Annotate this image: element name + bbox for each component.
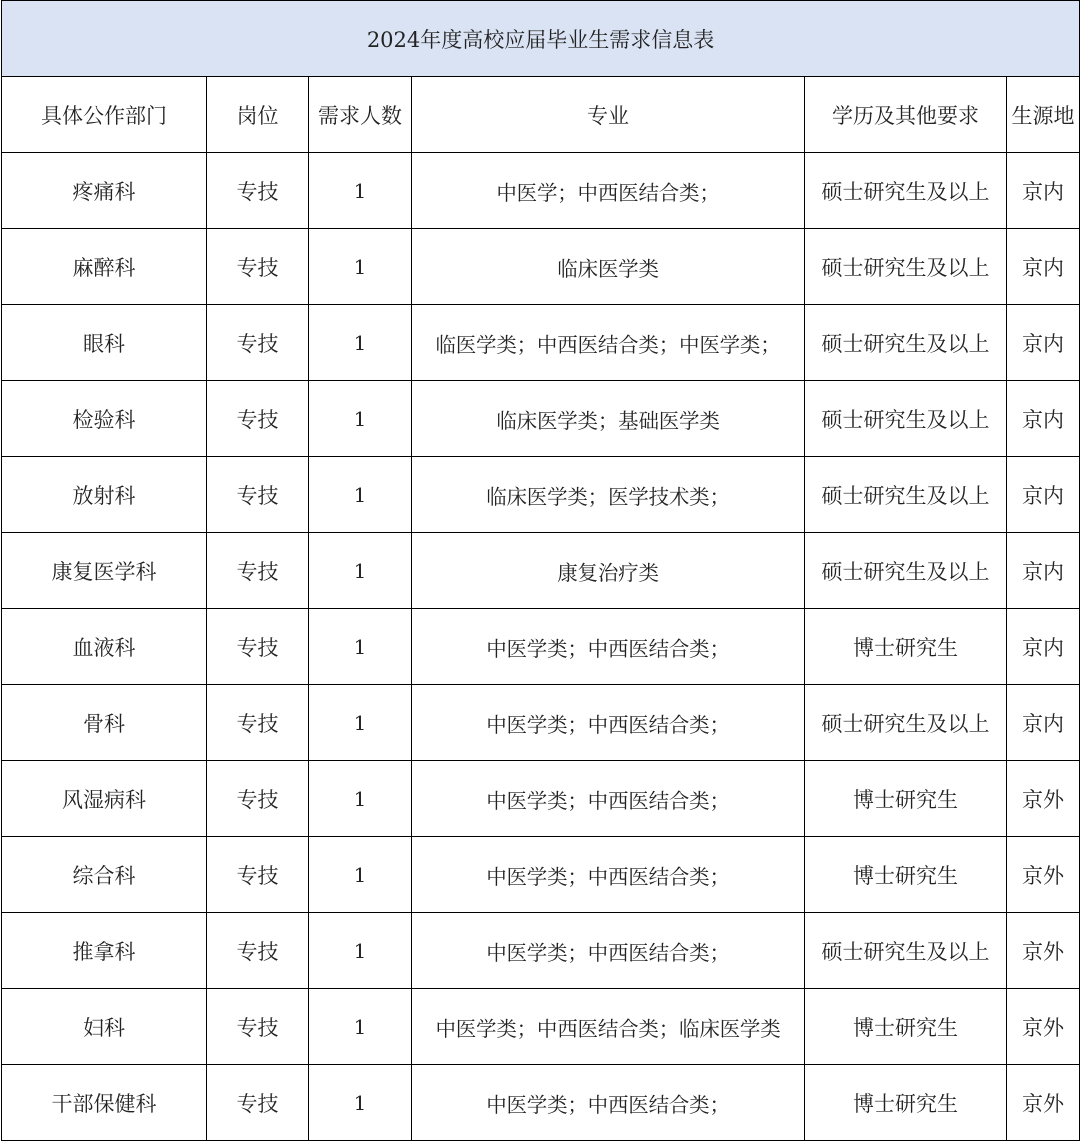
table-row: [2, 381, 1080, 457]
header-department: 具体公作部门: [2, 77, 207, 153]
position-cell: 专技: [207, 913, 309, 989]
education-cell: 博士研究生: [805, 761, 1007, 837]
job-demand-table: [1, 0, 1080, 1141]
major-cell: 临医学类；中西医结合类；中医学类；: [412, 305, 805, 381]
table-row: [2, 1065, 1080, 1141]
major-cell: 临床医学类: [412, 229, 805, 305]
headcount-cell: 1: [309, 533, 412, 609]
major-cell: 康复治疗类: [412, 533, 805, 609]
position-cell: 专技: [207, 457, 309, 533]
major-cell: 中医学类；中西医结合类；: [412, 913, 805, 989]
header-position: 岗位: [207, 77, 309, 153]
education-cell: 硕士研究生及以上: [805, 533, 1007, 609]
major-cell: 中医学类；中西医结合类；临床医学类: [412, 989, 805, 1065]
education-cell: 博士研究生: [805, 609, 1007, 685]
position-cell: 专技: [207, 229, 309, 305]
headcount-cell: 1: [309, 305, 412, 381]
position-cell: 专技: [207, 609, 309, 685]
table-title: 2024年度高校应届毕业生需求信息表: [2, 1, 1080, 77]
table-row: [2, 913, 1080, 989]
department-cell: 风湿病科: [2, 761, 207, 837]
origin-cell: 京外: [1007, 761, 1080, 837]
headcount-cell: 1: [309, 381, 412, 457]
education-cell: 博士研究生: [805, 989, 1007, 1065]
origin-cell: 京内: [1007, 533, 1080, 609]
major-cell: 中医学类；中西医结合类；: [412, 761, 805, 837]
education-cell: 硕士研究生及以上: [805, 913, 1007, 989]
department-cell: 综合科: [2, 837, 207, 913]
department-cell: 放射科: [2, 457, 207, 533]
origin-cell: 京内: [1007, 685, 1080, 761]
table-row: [2, 305, 1080, 381]
header-education: 学历及其他要求: [805, 77, 1007, 153]
table-row: [2, 457, 1080, 533]
origin-cell: 京内: [1007, 609, 1080, 685]
position-cell: 专技: [207, 381, 309, 457]
major-cell: 中医学类；中西医结合类；: [412, 609, 805, 685]
origin-cell: 京内: [1007, 381, 1080, 457]
origin-cell: 京内: [1007, 305, 1080, 381]
department-cell: 干部保健科: [2, 1065, 207, 1141]
department-cell: 疼痛科: [2, 153, 207, 229]
table-row: [2, 989, 1080, 1065]
education-cell: 硕士研究生及以上: [805, 457, 1007, 533]
table-row: [2, 837, 1080, 913]
headcount-cell: 1: [309, 457, 412, 533]
education-cell: 博士研究生: [805, 837, 1007, 913]
position-cell: 专技: [207, 989, 309, 1065]
table-row: [2, 609, 1080, 685]
education-cell: 硕士研究生及以上: [805, 229, 1007, 305]
department-cell: 麻醉科: [2, 229, 207, 305]
major-cell: 临床医学类；基础医学类: [412, 381, 805, 457]
position-cell: 专技: [207, 1065, 309, 1141]
department-cell: 检验科: [2, 381, 207, 457]
major-cell: 临床医学类；医学技术类；: [412, 457, 805, 533]
position-cell: 专技: [207, 153, 309, 229]
origin-cell: 京内: [1007, 457, 1080, 533]
title-row: [2, 1, 1080, 77]
education-cell: 硕士研究生及以上: [805, 381, 1007, 457]
headcount-cell: 1: [309, 989, 412, 1065]
table-row: [2, 533, 1080, 609]
headcount-cell: 1: [309, 1065, 412, 1141]
origin-cell: 京内: [1007, 229, 1080, 305]
table-row: [2, 685, 1080, 761]
headcount-cell: 1: [309, 229, 412, 305]
table-row: [2, 229, 1080, 305]
position-cell: 专技: [207, 761, 309, 837]
department-cell: 血液科: [2, 609, 207, 685]
origin-cell: 京外: [1007, 837, 1080, 913]
position-cell: 专技: [207, 685, 309, 761]
department-cell: 妇科: [2, 989, 207, 1065]
table-row: [2, 153, 1080, 229]
major-cell: 中医学类；中西医结合类；: [412, 1065, 805, 1141]
position-cell: 专技: [207, 837, 309, 913]
header-headcount: 需求人数: [309, 77, 412, 153]
origin-cell: 京外: [1007, 913, 1080, 989]
headcount-cell: 1: [309, 761, 412, 837]
department-cell: 骨科: [2, 685, 207, 761]
department-cell: 康复医学科: [2, 533, 207, 609]
major-cell: 中医学类；中西医结合类；: [412, 685, 805, 761]
table-row: [2, 761, 1080, 837]
department-cell: 眼科: [2, 305, 207, 381]
header-origin: 生源地: [1007, 77, 1080, 153]
header-row: [2, 77, 1080, 153]
headcount-cell: 1: [309, 837, 412, 913]
headcount-cell: 1: [309, 685, 412, 761]
origin-cell: 京外: [1007, 1065, 1080, 1141]
headcount-cell: 1: [309, 153, 412, 229]
headcount-cell: 1: [309, 913, 412, 989]
position-cell: 专技: [207, 305, 309, 381]
origin-cell: 京外: [1007, 989, 1080, 1065]
header-major: 专业: [412, 77, 805, 153]
origin-cell: 京内: [1007, 153, 1080, 229]
education-cell: 博士研究生: [805, 1065, 1007, 1141]
education-cell: 硕士研究生及以上: [805, 305, 1007, 381]
position-cell: 专技: [207, 533, 309, 609]
department-cell: 推拿科: [2, 913, 207, 989]
major-cell: 中医学；中西医结合类；: [412, 153, 805, 229]
major-cell: 中医学类；中西医结合类；: [412, 837, 805, 913]
headcount-cell: 1: [309, 609, 412, 685]
education-cell: 硕士研究生及以上: [805, 685, 1007, 761]
education-cell: 硕士研究生及以上: [805, 153, 1007, 229]
